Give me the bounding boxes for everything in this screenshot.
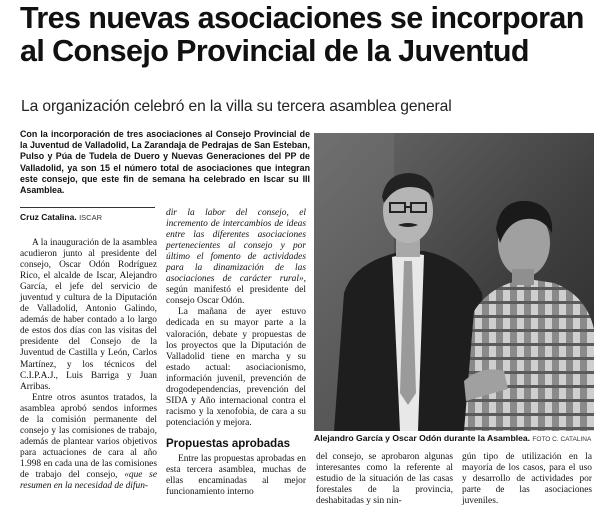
byline-author: Cruz Catalina. [20,212,77,222]
lead-paragraph: Con la incorporación de tres asociaciones al Consejo Provincial de la Juventud de Valladolid, La Zarandaja de Pedrajas de San Esteban, Pulso y Púa de Tudela de Duero y Nuevas Generaciones del PP de Valladolid, ya son 15 el número total de asociaciones que integran este consejo, que este fin de semana ha celebrado en Iscar su III Asamblea. [20,129,310,196]
subheadline: La organización celebró en la villa su tercera asamblea general [21,98,452,115]
body-paragraph: A la inauguración de la asamblea acudieron junto al presidente del consejo, Oscar Odón Rodríguez Rico, el alcalde de Iscar, Alejandro García, el jefe del servicio de juventud y cultura de la Diputación de Valladolid, Antonio Galindo, además de haber contado a lo largo de estos dos días con las visitas del presidente del Consejo de la Juventud de Castilla y León, Carlos Martínez, y los técnicos del C.I.P.A.J., Luis Barriga y Juan Arribas. [20,238,157,392]
body-column-4 [462,452,592,507]
byline [20,207,155,223]
caption-text: Alejandro García y Oscar Odón durante la Asamblea. [314,433,531,443]
body-paragraph [20,393,157,492]
quote-text: «que se resumen en la necesidad de difun- [20,469,157,492]
body-column-1 [20,238,157,492]
body-column-2 [166,208,306,498]
body-text: , según manifestó el presidente del consejo Oscar Odón. [166,274,306,307]
photo-image [314,133,594,431]
article-photo [314,133,594,431]
body-paragraph [166,208,306,307]
body-paragraph: La mañana de ayer estuvo dedicada en su mayor parte a la valoración, debate y propuestas de los proyectos que la Diputación de Valladolid tiene en marcha y su estado actual: asociacionismo, información juvenil, prevención de drogodependencias, prevención del SIDA y Año internacional contra el racismo y la xenofobia, de cara a su potenciación y mejora. [166,307,306,428]
body-column-3 [316,452,453,507]
photo-caption [314,433,596,445]
headline: Tres nuevas asociaciones se incorporan al Consejo Provincial de la Juventud [20,1,584,68]
photo-credit: FOTO C. CATALINA [532,436,592,443]
section-title: Propuestas aprobadas [166,437,290,450]
body-paragraph: Entre las propuestas aprobadas en esta tercera asamblea, muchas de ellas encaminadas al mejor funcionamiento interno [166,453,306,498]
quote-text: dir la labor del consejo, el incremento de intercambios de ideas entre las diferentes asociaciones pertenecientes al consejo y por último el fomento de actividades para la dinamización de las asociaciones de carácter rural» [166,208,306,285]
byline-place: ISCAR [79,213,102,222]
body-paragraph: del consejo, se aprobaron algunas interesantes como la referente al estudio de la situación de las casas forestales de la provincia, deshabitadas y sin nin- [316,452,453,507]
body-paragraph: gún tipo de utilización en la mayoría de los casos, para el uso y desarrollo de actividades por parte de las asociaciones juveniles. [462,452,592,507]
body-text: Entre otros asuntos tratados, la asamblea aprobó sendos informes de la comisión permanente del consejo y las comisiones de trabajo, además de plantear varios objetivos para actuaciones de cara al año 1.998 en cada una de las comisiones de trabajo del consejo, [20,392,157,480]
